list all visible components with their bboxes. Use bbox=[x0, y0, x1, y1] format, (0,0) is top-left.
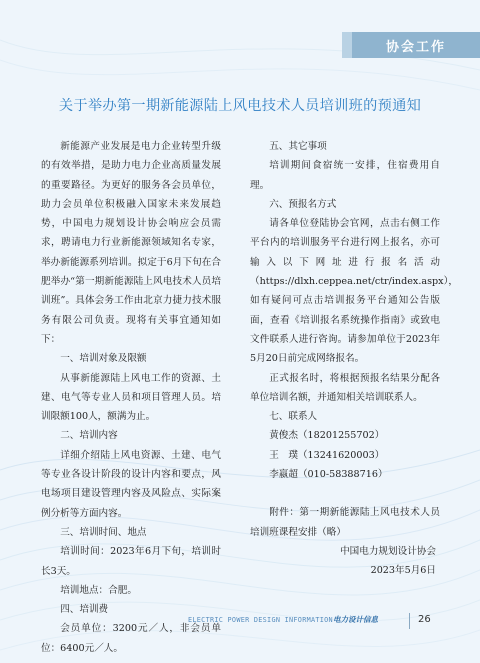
section-tag-accent bbox=[342, 32, 352, 58]
paragraph: 培训期间食宿统一安排，住宿费用自理。 bbox=[250, 160, 440, 191]
signature-date: 2023年5月6日 bbox=[370, 565, 436, 576]
paragraph: 会员单位：3200元／人，非会员单位：6400元／人。 bbox=[41, 623, 221, 654]
journal-name-cn: 电力设计信息 bbox=[333, 615, 378, 624]
signature-org: 中国电力规划设计协会 bbox=[340, 546, 436, 557]
paragraph: 培训时间：2023年6月下旬，培训时长3天。 bbox=[41, 546, 221, 577]
section-heading: 二、培训内容 bbox=[60, 430, 118, 442]
attachment-note: 附件：第一期新能源陆上风电技术人员培训班课程安排（略） bbox=[250, 507, 440, 538]
paragraph: 新能源产业发展是电力企业转型升级的有效举措，是助力电力企业高质量发展的重要路径。为更好的服务各会员单位，助力会员单位积极融入国家未来发展趋势，中国电力规划设计协会响应会员需求，聘请电力行业新能源领域知名专家，举办新能源系列培训。拟定于6月下旬在合肥举办“第一期新能源陆上风电技术人员培训班”。具体会务工作由北京力捷力技术服务有限公司负责。现将有关事宜通知如下： bbox=[41, 141, 221, 345]
paragraph: 从事新能源陆上风电工作的资源、土建、电气等专业人员和项目管理人员。培训限额100人，额满为止。 bbox=[41, 372, 221, 423]
paragraph: 王 璞（13241620003） bbox=[269, 449, 385, 461]
left-column bbox=[41, 137, 221, 658]
page-footer bbox=[0, 613, 480, 629]
signature-block bbox=[250, 542, 436, 580]
paragraph: 黄俊杰（18201255702） bbox=[269, 430, 385, 442]
section-tag: 协会工作 bbox=[352, 32, 480, 58]
article-title: 关于举办第一期新能源陆上风电技术人员培训班的预通知 bbox=[58, 98, 422, 114]
page-number: 26 bbox=[418, 614, 431, 625]
right-column bbox=[250, 137, 458, 542]
section-heading: 六、预报名方式 bbox=[269, 198, 337, 210]
paragraph: 正式报名时，将根据预报名结果分配各单位培训名额，并通知相关培训联系人。 bbox=[250, 372, 440, 403]
journal-name-en: ELECTRIC POWER DESIGN INFORMATION bbox=[188, 616, 333, 624]
section-heading: 五、其它事项 bbox=[269, 141, 327, 152]
paragraph: 详细介绍陆上风电资源、土建、电气等专业各设计阶段的设计内容和要点，风电场项目建设管理内容及风险点、实际案例分析等方面内容。 bbox=[41, 449, 221, 519]
paragraph: 李嬴超（010-58388716） bbox=[269, 469, 388, 481]
section-heading: 三、培训时间、地点 bbox=[60, 526, 147, 538]
footer-divider bbox=[409, 613, 410, 629]
section-heading: 四、培训费 bbox=[60, 604, 109, 616]
section-heading: 一、培训对象及限额 bbox=[60, 353, 147, 365]
paragraph: 请各单位登陆协会官网，点击右侧工作平台内的培训服务平台进行网上报名，亦可输入以下网址进行报名活动（https://dlxh.ceppea.net/ctr/index.aspx），如有疑问可点击培训报务平台通知公告版面，查看《培训报名系统操作指南》或致电文件联系人进行咨询。请参加单位于2023年5月20日前完成网络报名。 bbox=[250, 218, 458, 365]
section-heading: 七、联系人 bbox=[269, 411, 318, 423]
paragraph: 培训地点：合肥。 bbox=[60, 584, 137, 596]
spacer bbox=[250, 484, 440, 503]
